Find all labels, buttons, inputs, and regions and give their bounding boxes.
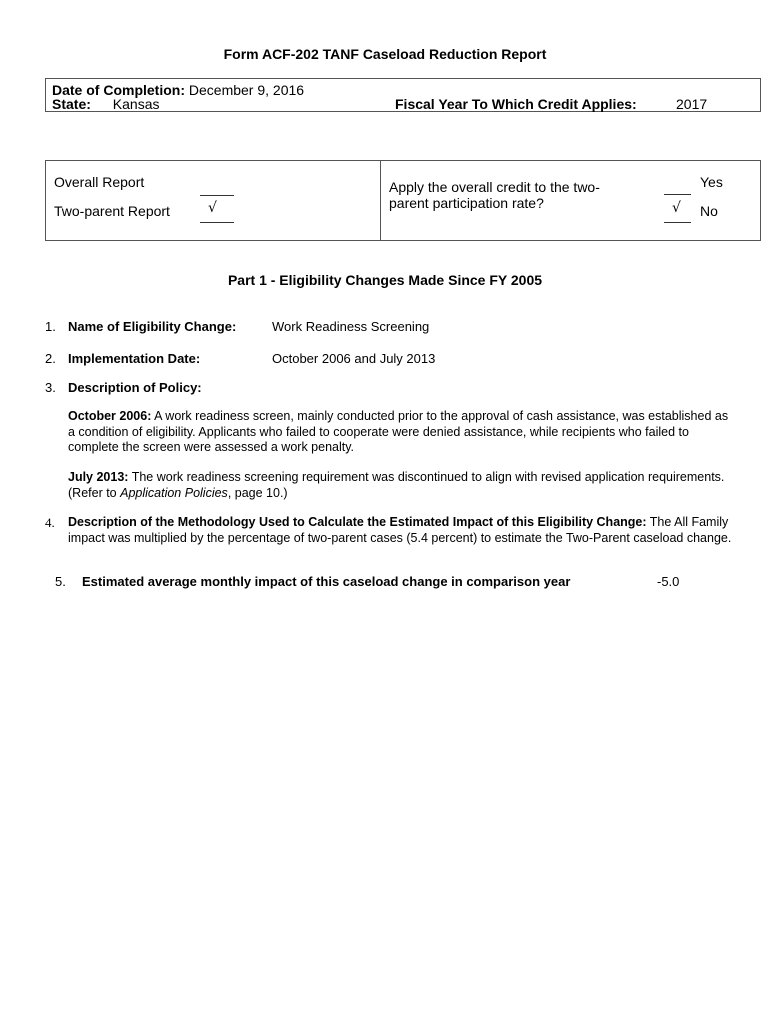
state-value: Kansas <box>112 96 160 112</box>
item3-label: Description of Policy: <box>68 380 202 395</box>
yes-label: Yes <box>700 174 723 190</box>
item2-label: Implementation Date: <box>68 351 201 366</box>
fiscal-year-label: Fiscal Year To Which Credit Applies: <box>395 96 637 112</box>
no-check-icon: √ <box>672 200 681 216</box>
overall-report-label: Overall Report <box>54 174 145 190</box>
july-2013-text: The work readiness screening requirement was discontinued to align with revised application requirements. (Refer to <box>68 470 725 500</box>
date-label: Date of Completion: <box>52 82 185 98</box>
yes-blank[interactable] <box>664 194 691 195</box>
october-2006-label: October 2006: <box>68 409 152 423</box>
item1-value: Work Readiness Screening <box>272 319 430 334</box>
july-2013-text-end: , page 10.) <box>227 485 288 500</box>
date-value: December 9, 2016 <box>188 82 305 98</box>
item5-label: Estimated average monthly impact of this caseload change in comparison year <box>82 574 571 589</box>
application-policies-reference: Application Policies <box>120 485 228 500</box>
overall-report-blank[interactable] <box>200 195 234 196</box>
item5-number: 5. <box>55 574 66 589</box>
state-label: State: <box>52 96 91 112</box>
october-2006-paragraph <box>68 409 738 456</box>
fiscal-year-value: 2017 <box>676 96 708 112</box>
item3-number: 3. <box>45 380 56 395</box>
item4-text: The All Family impact was multiplied by the percentage of two-parent cases (5.4 percent) to estimate the Two-Parent caseload change. <box>68 515 732 545</box>
july-2013-paragraph <box>68 470 738 501</box>
item1-label: Name of Eligibility Change: <box>68 319 237 334</box>
item2-value: October 2006 and July 2013 <box>272 351 436 366</box>
item5-value: -5.0 <box>657 574 680 589</box>
july-2013-label: July 2013: <box>68 470 129 484</box>
item1-number: 1. <box>45 319 56 334</box>
two-parent-report-blank[interactable] <box>200 222 234 223</box>
two-parent-report-label: Two-parent Report <box>54 203 170 219</box>
report-box-divider <box>380 160 381 241</box>
two-parent-check-icon: √ <box>208 200 217 216</box>
form-title: Form ACF-202 TANF Caseload Reduction Report <box>223 46 547 62</box>
item2-number: 2. <box>45 351 56 366</box>
item4-paragraph <box>68 515 740 546</box>
no-label: No <box>700 203 718 219</box>
item4-number: 4. <box>45 515 55 530</box>
item4-label: Description of the Methodology Used to Calculate the Estimated Impact of this Eligibility Change: <box>68 515 647 529</box>
state-line <box>52 96 160 112</box>
part1-title: Part 1 - Eligibility Changes Made Since FY 2005 <box>227 272 543 288</box>
no-blank[interactable] <box>664 222 691 223</box>
october-2006-text: A work readiness screen, mainly conducted prior to the approval of cash assistance, was established as a condition of eligibility. Applicants who failed to cooperate were denied assistance, while recipients who failed to complete the screen were assessed a work penalty. <box>68 409 729 454</box>
credit-question: Apply the overall credit to the two-parent participation rate? <box>389 179 600 211</box>
